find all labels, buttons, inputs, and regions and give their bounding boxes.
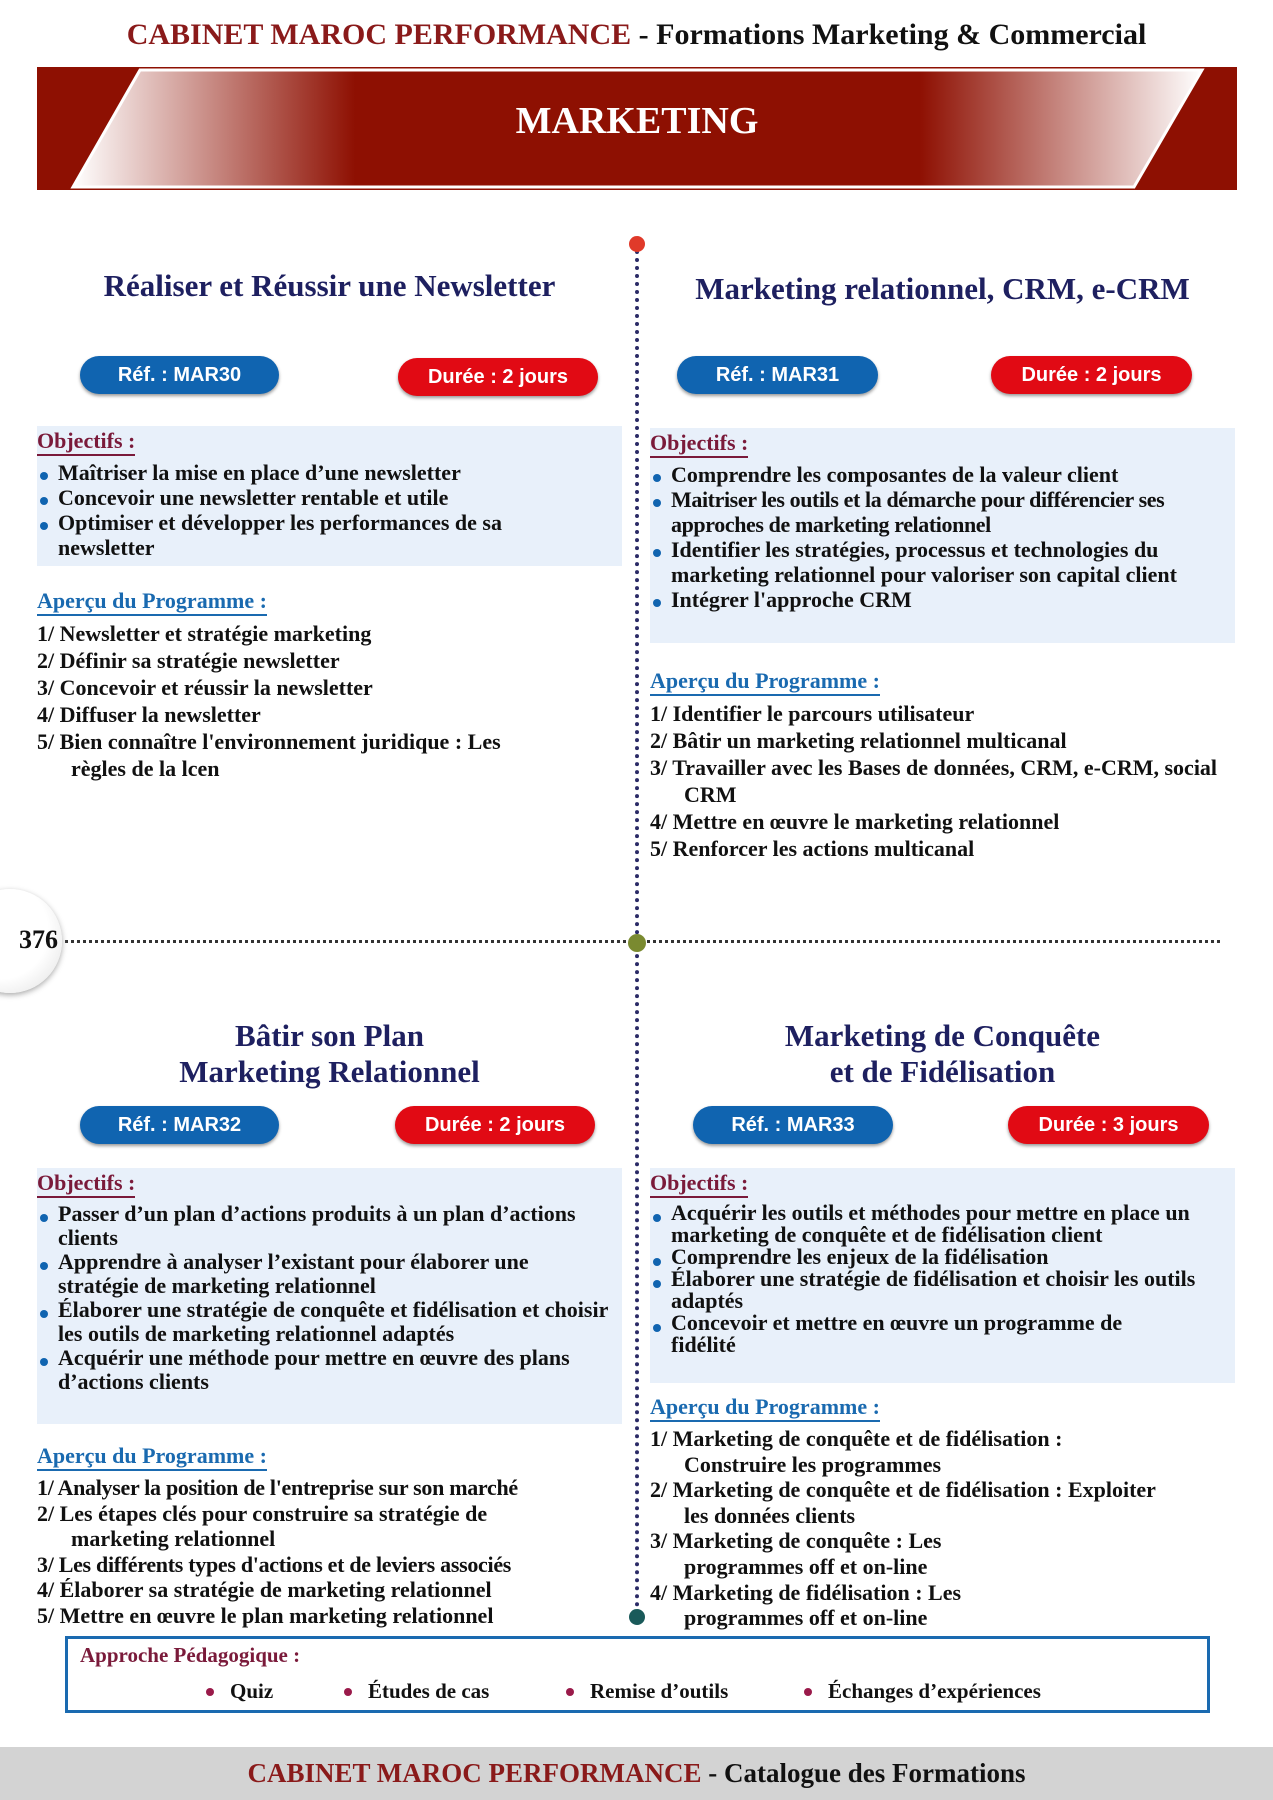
programme-item: 3/ Marketing de conquête : Les programmes off et on-line	[650, 1528, 942, 1579]
divider-dot-top	[629, 236, 645, 252]
ref-badge: Réf. : MAR33	[693, 1106, 893, 1144]
approach-item: Études de cas	[368, 1679, 490, 1703]
section-banner	[37, 67, 1237, 190]
programme-item: 1/ Newsletter et stratégie marketing	[37, 621, 372, 646]
ref-badge: Réf. : MAR31	[677, 356, 878, 394]
programme-heading: Aperçu du Programme :	[650, 668, 880, 696]
duration-badge: Durée : 3 jours	[1008, 1106, 1209, 1144]
programme-item: 1/ Marketing de conquête et de fidélisation : Construire les programmes	[650, 1426, 1063, 1477]
objectives-heading: Objectifs :	[37, 1170, 135, 1198]
objective-item: Optimiser et développer les performances de sa newsletter	[37, 510, 537, 560]
objective-item: Maîtriser la mise en place d’une newsletter	[37, 460, 622, 485]
approach-item: Échanges d’expériences	[828, 1679, 1041, 1703]
ref-badge: Réf. : MAR30	[80, 356, 279, 394]
objective-item: Comprendre les composantes de la valeur client	[650, 462, 1235, 487]
vertical-divider	[635, 250, 639, 1616]
programme-section	[650, 1394, 1235, 1631]
programme-item: 3/ Travailler avec les Bases de données, CRM, e-CRM, social CRM	[650, 755, 1218, 807]
objective-item: Élaborer une stratégie de fidélisation et choisir les outils adaptés	[650, 1268, 1210, 1312]
pedagogical-approach-box	[65, 1636, 1210, 1713]
duration-badge: Durée : 2 jours	[398, 358, 598, 396]
programme-item: 2/ Les étapes clés pour construire sa stratégie de marketing relationnel	[37, 1500, 488, 1552]
course-mar31	[650, 271, 1235, 307]
objectives-heading: Objectifs :	[650, 1170, 748, 1198]
programme-item: 2/ Définir sa stratégie newsletter	[37, 648, 340, 673]
page-number: 376	[19, 925, 58, 954]
footer-brand: CABINET MAROC PERFORMANCE	[247, 1758, 702, 1788]
course-mar30	[37, 268, 622, 304]
approach-item: Quiz	[230, 1679, 274, 1703]
programme-item: 4/ Mettre en œuvre le marketing relationnel	[650, 809, 1060, 834]
approach-item: Remise d’outils	[590, 1679, 729, 1703]
programme-item: 2/ Marketing de conquête et de fidélisation : Exploiter les données clients	[650, 1477, 1156, 1528]
objectives-heading: Objectifs :	[37, 428, 135, 456]
programme-item: 1/ Identifier le parcours utilisateur	[650, 701, 975, 726]
programme-item: 5/ Bien connaître l'environnement juridique : Les règles de la lcen	[37, 729, 501, 781]
objective-item: Concevoir et mettre en œuvre un programme de fidélité	[650, 1312, 1190, 1356]
objectives-box	[37, 426, 622, 566]
course-title: Marketing relationnel, CRM, e-CRM	[695, 271, 1190, 306]
brand-name: CABINET MAROC PERFORMANCE	[126, 18, 632, 51]
banner-title: MARKETING	[515, 100, 759, 142]
course-title: Marketing Relationnel	[179, 1054, 480, 1089]
programme-item: 1/ Analyser la position de l'entreprise sur son marché	[37, 1475, 518, 1500]
objective-item: Élaborer une stratégie de conquête et fidélisation et choisir les outils de marketing relationnel adaptés	[37, 1298, 617, 1346]
programme-item: 4/ Marketing de fidélisation : Les programmes off et on-line	[650, 1579, 962, 1631]
objective-item: Intégrer l'approche CRM	[650, 587, 1235, 612]
course-title: Réaliser et Réussir une Newsletter	[103, 268, 556, 303]
programme-item: 3/ Concevoir et réussir la newsletter	[37, 675, 373, 700]
objective-item: Acquérir les outils et méthodes pour mettre en place un marketing de conquête et de fidélisation client	[650, 1202, 1210, 1246]
duration-badge: Durée : 2 jours	[395, 1106, 595, 1144]
programme-heading: Aperçu du Programme :	[650, 1394, 880, 1422]
programme-item: 4/ Élaborer sa stratégie de marketing relationnel	[37, 1577, 492, 1603]
programme-section	[37, 1443, 637, 1629]
objectives-box	[650, 1168, 1235, 1383]
programme-section	[650, 668, 1235, 862]
duration-badge: Durée : 2 jours	[991, 356, 1192, 394]
objective-item: Concevoir une newsletter rentable et utile	[37, 485, 622, 510]
objectives-heading: Objectifs :	[650, 430, 748, 458]
ref-badge: Réf. : MAR32	[80, 1106, 279, 1144]
divider-dot-center	[628, 934, 646, 952]
header-subtitle: - Formations Marketing & Commercial	[631, 18, 1147, 51]
course-title: Marketing de Conquête	[784, 1018, 1101, 1053]
objectives-box	[37, 1168, 622, 1424]
objective-item: Apprendre à analyser l’existant pour élaborer une stratégie de marketing relationnel	[37, 1250, 597, 1298]
programme-item: 5/ Mettre en œuvre le plan marketing relationnel	[37, 1602, 494, 1628]
objective-item: Acquérir une méthode pour mettre en œuvre des plans d’actions clients	[37, 1346, 577, 1394]
objectives-box	[650, 428, 1235, 643]
course-mar33	[650, 1018, 1235, 1090]
programme-item: 2/ Bâtir un marketing relationnel multicanal	[650, 728, 1067, 753]
approach-heading: Approche Pédagogique :	[80, 1643, 301, 1667]
programme-section	[37, 588, 622, 782]
course-title: et de Fidélisation	[829, 1054, 1056, 1089]
footer	[0, 1747, 1273, 1800]
course-mar32	[37, 1018, 622, 1090]
objective-item: Passer d’un plan d’actions produits à un plan d’actions clients	[37, 1202, 577, 1250]
course-title: Bâtir son Plan	[235, 1018, 424, 1053]
programme-item: 4/ Diffuser la newsletter	[37, 702, 261, 727]
page-number-badge	[0, 889, 62, 993]
header-title	[0, 18, 1273, 52]
objective-item: Identifier les stratégies, processus et technologies du marketing relationnel pour valoriser son capital client	[650, 537, 1220, 587]
programme-heading: Aperçu du Programme :	[37, 1443, 267, 1471]
objective-item: Maitriser les outils et la démarche pour différencier ses approches de marketing relationnel	[650, 487, 1235, 537]
programme-item: 5/ Renforcer les actions multicanal	[650, 836, 975, 861]
programme-item: 3/ Les différents types d'actions et de leviers associés	[37, 1551, 512, 1577]
footer-subtitle: - Catalogue des Formations	[701, 1758, 1026, 1788]
objective-item: Comprendre les enjeux de la fidélisation	[650, 1246, 1235, 1268]
programme-heading: Aperçu du Programme :	[37, 588, 267, 616]
